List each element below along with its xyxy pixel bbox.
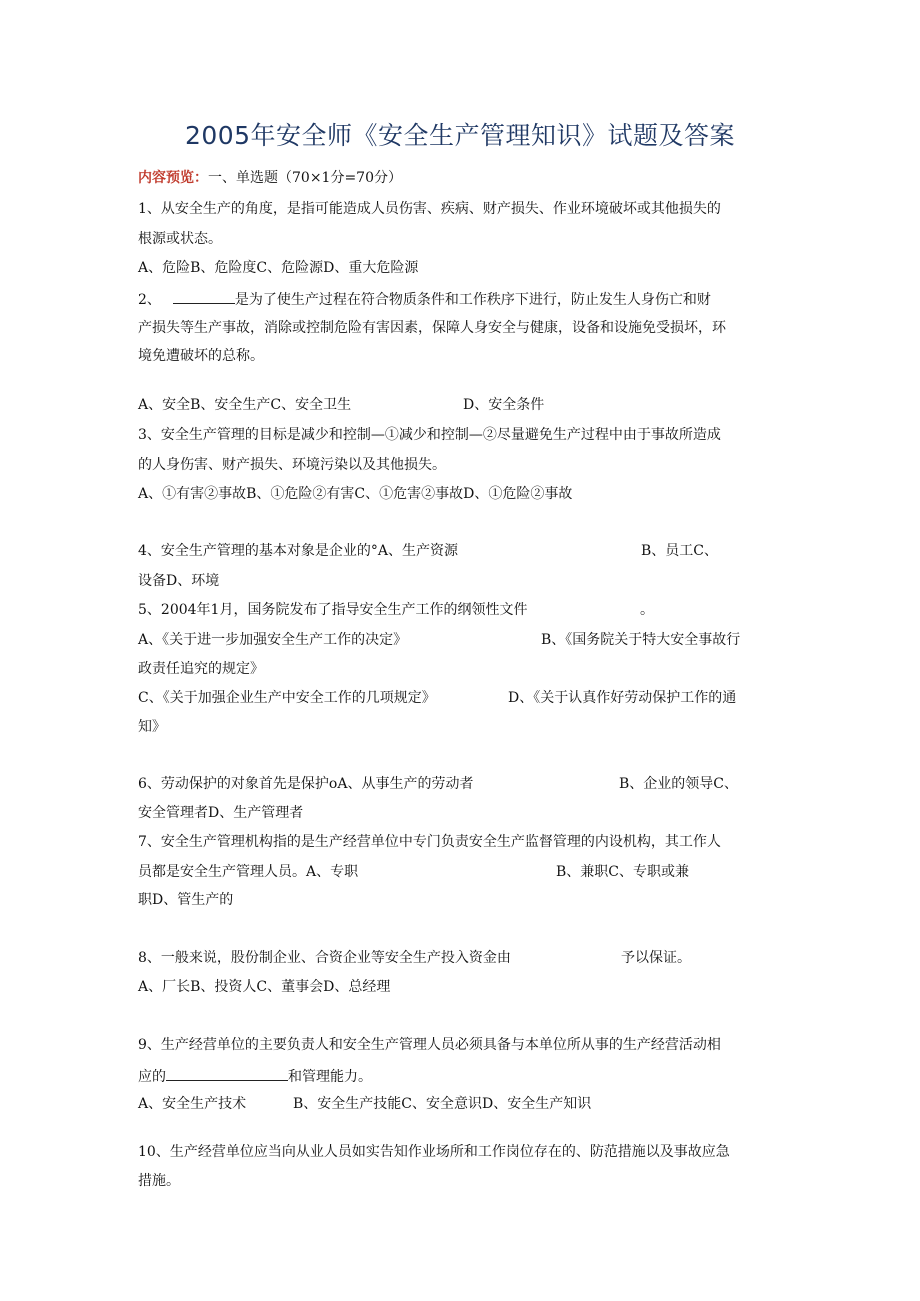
question-6-line-2: 安全管理者D、生产管理者 — [138, 805, 304, 821]
question-6-text: 6、劳动保护的对象首先是保护oA、从事生产的劳动者 — [138, 776, 474, 792]
question-2-line-2: 产损失等生产事故，消除或控制危险有害因素，保障人身安全与健康，设备和设施免受损坏，环 — [138, 320, 726, 336]
question-1-options: A、危险B、危险度C、危险源D、重大危险源 — [138, 260, 419, 276]
question-6-options-bc: B、企业的领导C、 — [619, 776, 738, 792]
question-10-line-2: 措施。 — [138, 1173, 180, 1189]
question-4-options-bc: B、员工C、 — [641, 543, 718, 559]
question-7-options-bc: B、兼职C、专职或兼 — [556, 864, 689, 880]
question-4-line-2: 设备D、环境 — [138, 573, 220, 589]
question-5-text: 5、2004年1月，国务院发布了指导安全生产工作的纲领性文件 — [138, 602, 528, 618]
question-7-line-3: 职D、管生产的 — [138, 892, 234, 908]
question-7-text: 员都是安全生产管理人员。A、专职 — [138, 864, 359, 880]
question-8-text-end: 予以保证。 — [621, 950, 691, 966]
question-5-option-b: B、《国务院关于特大安全事故行 — [541, 632, 741, 648]
question-9-options-bcd: B、安全生产技能C、安全意识D、安全生产知识 — [293, 1096, 592, 1112]
question-5-line-1 — [138, 600, 778, 620]
question-9-option-a: A、安全生产技术 — [138, 1096, 247, 1112]
answer-blank — [166, 1065, 288, 1081]
question-8-options: A、厂长B、投资人C、董事会D、总经理 — [138, 979, 391, 995]
question-3-line-2: 的人身伤害、财产损失、环境污染以及其他损失。 — [138, 457, 446, 473]
question-7-line-1: 7、安全生产管理机构指的是生产经营单位中专门负责安全生产监督管理的内设机构，其工作人 — [138, 834, 721, 850]
question-2-text: 是为了使生产过程在符合物质条件和工作秩序下进行，防止发生人身伤亡和财 — [234, 292, 711, 308]
question-2-line-1 — [138, 288, 711, 310]
question-1-line-1: 1、从安全生产的角度，是指可能造成人员伤害、疾病、财产损失、作业环境破坏或其他损失的 — [138, 201, 721, 217]
question-5-option-c: C、《关于加强企业生产中安全工作的几项规定》 — [138, 690, 436, 706]
question-8-text: 8、一般来说，股份制企业、合资企业等安全生产投入资金由 — [138, 950, 511, 966]
question-4-line-1 — [138, 541, 778, 561]
question-2-line-3: 境免遭破坏的总称。 — [138, 348, 264, 364]
question-6-line-1 — [138, 774, 778, 794]
question-7-line-2 — [138, 862, 778, 882]
question-2-number: 2、 — [138, 292, 161, 308]
answer-blank — [173, 288, 235, 304]
document-title: 2005年安全师《安全生产管理知识》试题及答案 — [184, 121, 736, 150]
question-5-line-4 — [138, 688, 778, 708]
question-9-text-end: 和管理能力。 — [288, 1069, 372, 1085]
question-9-text-start: 应的 — [138, 1069, 166, 1085]
question-3-options: A、①有害②事故B、①危险②有害C、①危害②事故D、①危险②事故 — [138, 486, 573, 502]
question-2-option-d: D、安全条件 — [463, 397, 545, 413]
question-5-line-2 — [138, 630, 778, 650]
preview-text: 一、单选题（70×1分=70分） — [208, 170, 402, 186]
question-8-line-1 — [138, 948, 778, 968]
question-2-options — [138, 395, 698, 415]
question-5-blank-end: 。 — [640, 602, 654, 618]
question-9-line-1: 9、生产经营单位的主要负责人和安全生产管理人员必须具备与本单位所从事的生产经营活动相 — [138, 1037, 721, 1053]
question-4-text: 4、安全生产管理的基本对象是企业的°A、生产资源 — [138, 543, 459, 559]
question-5-line-5: 知》 — [138, 719, 166, 735]
question-1-line-2: 根源或状态。 — [138, 231, 222, 247]
question-5-line-3: 政责任追究的规定》 — [138, 661, 264, 677]
question-5-option-a: A、《关于进一步加强安全生产工作的决定》 — [138, 632, 408, 648]
question-3-line-1: 3、安全生产管理的目标是减少和控制—①减少和控制—②尽量避免生产过程中由于事故所造成 — [138, 427, 721, 443]
question-5-option-d: D、《关于认真作好劳动保护工作的通 — [508, 690, 737, 706]
question-9-line-2 — [138, 1065, 372, 1087]
preview-line — [138, 168, 402, 188]
preview-label: 内容预览： — [138, 170, 208, 186]
question-10-line-1: 10、生产经营单位应当向从业人员如实告知作业场所和工作岗位存在的、防范措施以及事故应急 — [138, 1144, 730, 1160]
question-9-options — [138, 1094, 778, 1114]
question-2-options-abc: A、安全B、安全生产C、安全卫生 — [138, 397, 352, 413]
